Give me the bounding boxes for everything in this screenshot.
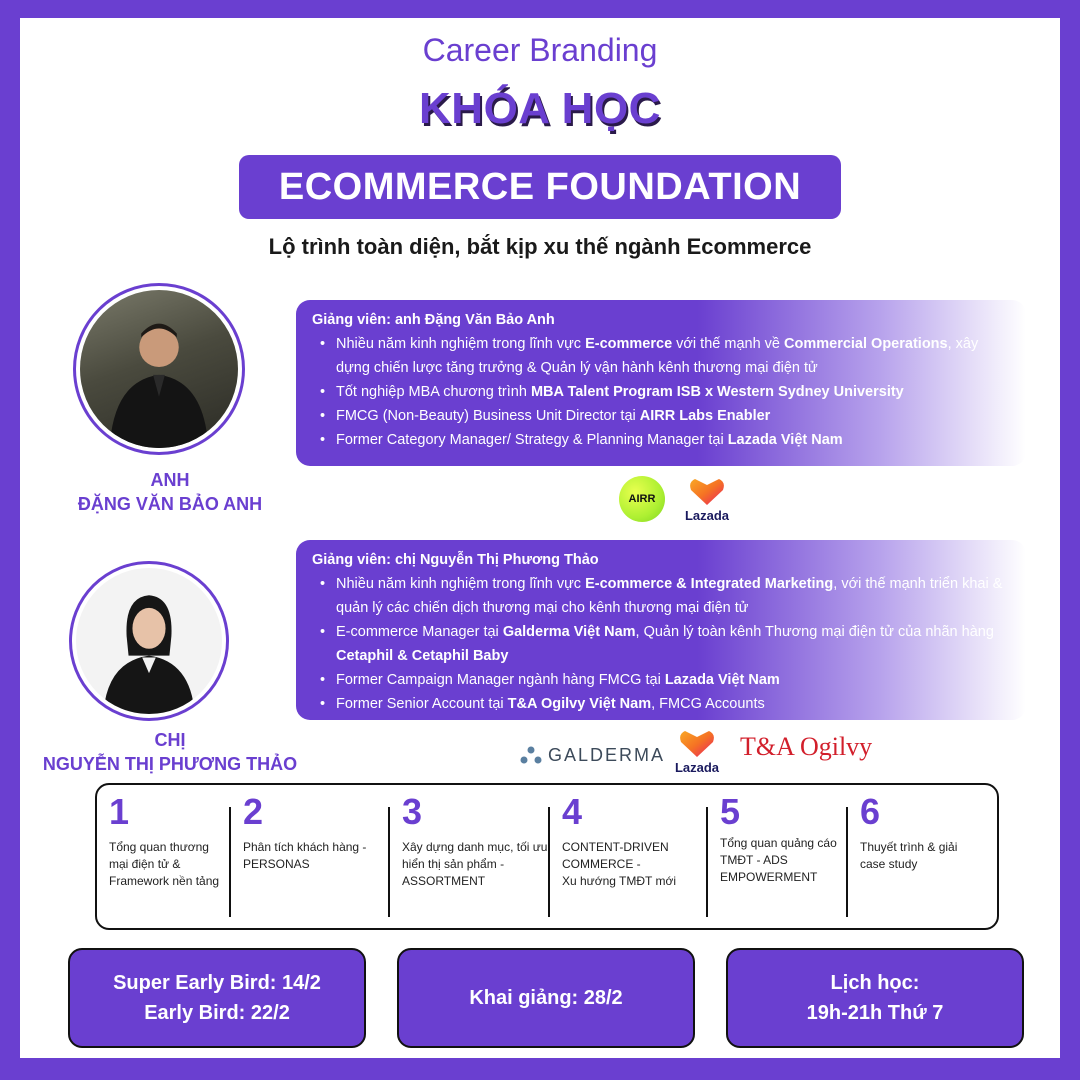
step-description: Phân tích khách hàng - PERSONAS xyxy=(243,840,367,871)
instructor-1-photo xyxy=(73,283,245,455)
step-description: Tổng quan quảng cáo TMĐT - ADS EMPOWERMENT xyxy=(720,836,837,884)
lazada-heart-icon xyxy=(689,476,725,506)
instructor-1-heading: Giảng viên: anh Đặng Văn Bảo Anh xyxy=(312,312,555,328)
step-2 xyxy=(231,785,390,928)
brand-title: Career Branding xyxy=(422,32,658,68)
step-description: Xây dựng danh mục, tối ưu hiển thị sản phẩm - ASSORTMENT xyxy=(402,840,548,888)
tagline: Lộ trình toàn diện, bắt kịp xu thế ngành Ecommerce xyxy=(268,234,812,259)
bullet-item: • Former Category Manager/ Strategy & Planning Manager tại Lazada Việt Nam xyxy=(336,428,1012,452)
airr-logo-text: AIRR xyxy=(628,493,656,505)
step-5 xyxy=(708,785,848,928)
instructor-1-card xyxy=(296,300,1026,466)
lazada-logo xyxy=(670,728,724,775)
instructor-2-bullets xyxy=(312,572,1012,716)
poster xyxy=(20,18,1060,1058)
lazada-logo-text: Lazada xyxy=(684,508,730,523)
instructor-1-fullname: ĐẶNG VĂN BẢO ANH xyxy=(77,494,263,514)
galderma-dots-icon xyxy=(520,746,542,764)
step-description: CONTENT-DRIVEN COMMERCE - Xu hướng TMĐT mới xyxy=(562,840,677,888)
curriculum-timeline xyxy=(95,783,999,930)
airr-logo xyxy=(619,476,665,522)
course-label: KHÓA HỌC xyxy=(419,84,661,133)
ogilvy-logo: T&A Ogilvy xyxy=(740,732,873,761)
instructor-2-heading: Giảng viên: chị Nguyễn Thị Phương Thảo xyxy=(312,552,599,568)
step-6 xyxy=(848,785,997,928)
step-number: 4 xyxy=(562,791,583,832)
bullet-item: • Nhiều năm kinh nghiệm trong lĩnh vực E-commerce & Integrated Marketing, với thế mạnh triển khai & quản lý các chiến dịch thương mại cho kênh thương mại điện tử xyxy=(336,572,1012,620)
start-date-text: Khai giảng: 28/2 xyxy=(469,987,623,1009)
person-silhouette-icon xyxy=(80,290,238,448)
instructor-2-name xyxy=(20,728,320,776)
super-early-bird-text: Super Early Bird: 14/2 xyxy=(113,972,321,994)
step-number: 3 xyxy=(402,791,423,832)
step-3 xyxy=(390,785,550,928)
course-name: ECOMMERCE FOUNDATION xyxy=(278,165,802,208)
galderma-logo-text: GALDERMA xyxy=(548,744,666,765)
schedule-time: 19h-21h Thứ 7 xyxy=(806,1002,944,1024)
bullet-item: • FMCG (Non-Beauty) Business Unit Director tại AIRR Labs Enabler xyxy=(336,404,1012,428)
bullet-item: • Former Campaign Manager ngành hàng FMCG tại Lazada Việt Nam xyxy=(336,668,1012,692)
bullet-item: • Nhiều năm kinh nghiệm trong lĩnh vực E-commerce với thế mạnh về Commercial Operations, xây dựng chiến lược tăng trưởng & Quản lý vận hành kênh thương mại điện tử xyxy=(336,332,1012,380)
instructor-1-title: ANH xyxy=(150,470,190,490)
instructor-2-title: CHỊ xyxy=(154,730,186,750)
early-bird-box xyxy=(68,948,366,1048)
bullet-item: • Former Senior Account tại T&A Ogilvy Việt Nam, FMCG Accounts xyxy=(336,692,1012,716)
lazada-logo-text: Lazada xyxy=(674,760,720,775)
step-1 xyxy=(97,785,231,928)
early-bird-text: Early Bird: 22/2 xyxy=(144,1002,290,1024)
course-name-banner xyxy=(239,155,841,219)
step-number: 2 xyxy=(243,791,264,832)
schedule-box xyxy=(726,948,1024,1048)
step-4 xyxy=(550,785,708,928)
instructor-2-photo xyxy=(69,561,229,721)
lazada-heart-icon xyxy=(679,728,715,758)
instructor-2-card xyxy=(296,540,1026,720)
start-date-box xyxy=(397,948,695,1048)
step-number: 5 xyxy=(720,791,741,832)
step-description: Thuyết trình & giải case study xyxy=(860,840,958,871)
person-silhouette-icon xyxy=(76,568,222,714)
lazada-logo xyxy=(680,476,734,523)
bullet-item: • E-commerce Manager tại Galderma Việt Nam, Quản lý toàn kênh Thương mại điện tử của nhãn hàng Cetaphil & Cetaphil Baby xyxy=(336,620,1012,668)
instructor-1-bullets xyxy=(312,332,1012,452)
instructor-2-fullname: NGUYỄN THỊ PHƯƠNG THẢO xyxy=(42,754,298,774)
instructor-1-name xyxy=(50,468,290,516)
galderma-logo xyxy=(520,740,665,770)
schedule-label: Lịch học: xyxy=(830,972,920,994)
bullet-item: • Tốt nghiệp MBA chương trình MBA Talent Program ISB x Western Sydney University xyxy=(336,380,1012,404)
step-number: 6 xyxy=(860,791,881,832)
step-description: Tổng quan thương mại điện tử & Framework nền tảng xyxy=(109,840,220,888)
step-number: 1 xyxy=(109,791,130,832)
